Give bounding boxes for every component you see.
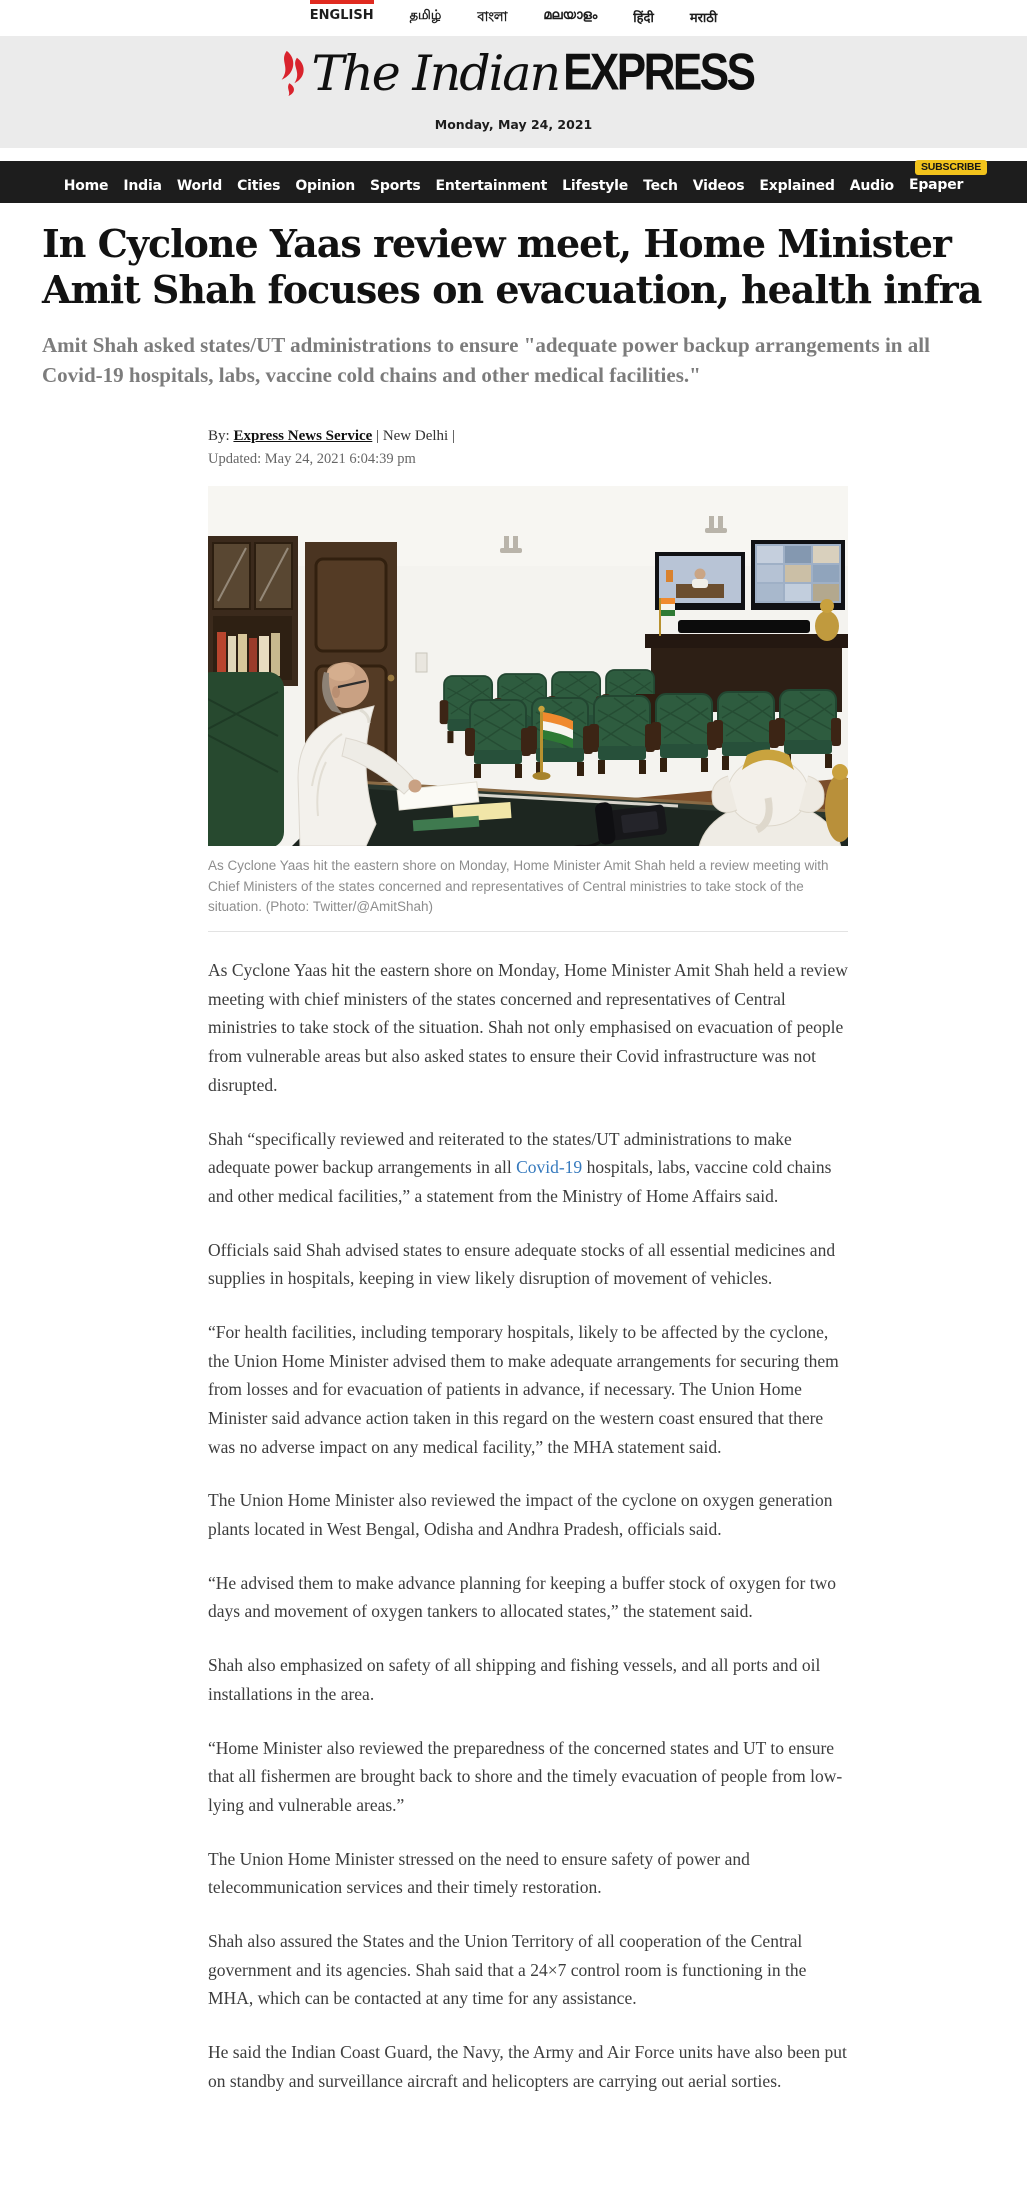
nav-item-tech[interactable]: Tech — [643, 178, 678, 194]
lang-malayalam[interactable]: മലയാളം — [543, 8, 598, 23]
article-body — [208, 956, 848, 2095]
byline-by-label: By: — [208, 427, 234, 444]
article-paragraph: Shah also emphasized on safety of all shipping and fishing vessels, and all ports and oil installations in the area. — [208, 1655, 821, 1704]
article-paragraph — [208, 1125, 848, 1211]
nav-item-entertainment[interactable]: Entertainment — [435, 178, 548, 194]
article-paragraph: As Cyclone Yaas hit the eastern shore on Monday, Home Minister Amit Shah held a review meeting with chief ministers of the states concerned and representatives of Central ministries to take stock of the situation. Shah not only emphasised on evacuation of people from vulnerable areas but also asked states to ensure their Covid infrastructure was not disrupted. — [208, 960, 848, 1095]
nav-item-sports[interactable]: Sports — [370, 178, 421, 194]
nav-item-home[interactable]: Home — [63, 178, 109, 194]
article-column — [208, 425, 848, 2096]
nav-item-cities[interactable]: Cities — [237, 178, 281, 194]
main-nav — [0, 161, 1027, 203]
byline-location: | New Delhi | — [372, 427, 455, 444]
lang-bengali[interactable]: বাংলা — [477, 10, 508, 25]
article-paragraph: “He advised them to make advance planning for keeping a buffer stock of oxygen for two days and movement of oxygen tankers to allocated states,” the statement said. — [208, 1572, 837, 1622]
language-bar — [0, 0, 1027, 36]
article-figure — [208, 486, 848, 917]
page-title: In Cyclone Yaas review meet, Home Minister Amit Shah focuses on evacuation, health infra — [42, 221, 982, 313]
article-paragraph: He said the Indian Coast Guard, the Navy, the Army and Air Force units have also been put on standby and surveillance aircraft and helicopters are carrying out aerial sorties. — [208, 2042, 847, 2091]
nav-item-lifestyle[interactable]: Lifestyle — [562, 178, 629, 194]
nav-item-india[interactable]: India — [123, 178, 162, 194]
byline-author-link[interactable]: Express News Service — [233, 427, 373, 444]
logo-caps-text: EXPRESS — [563, 43, 754, 102]
covid-19-link[interactable]: Covid-19 — [516, 1157, 583, 1178]
nav-item-videos[interactable]: Videos — [692, 178, 745, 194]
lang-marathi[interactable]: मराठी — [689, 11, 718, 26]
article-paragraph: The Union Home Minister stressed on the need to ensure safety of power and telecommunication services and their timely restoration. — [208, 1848, 750, 1898]
masthead — [0, 36, 1027, 148]
byline-updated: Updated: May 24, 2021 6:04:39 pm — [208, 450, 416, 467]
indian-express-logo[interactable] — [274, 43, 754, 102]
nav-item-explained[interactable]: Explained — [759, 178, 835, 194]
nav-item-epaper[interactable]: Epaper — [908, 177, 964, 193]
nav-item-world[interactable]: World — [176, 178, 223, 194]
article-paragraph: The Union Home Minister also reviewed the impact of the cyclone on oxygen generation plants located in West Bengal, Odisha and Andhra Pradesh, officials said. — [208, 1490, 833, 1540]
article-subheadline: Amit Shah asked states/UT administrations to ensure "adequate power backup arrangements in all Covid-19 hospitals, labs, vaccine cold chains and other medical facilities." — [42, 332, 930, 388]
article-paragraph: Shah also assured the States and the Union Territory of all cooperation of the Central government and its agencies. Shah said that a 24×7 control room is functioning in the MHA, which can be contacted at any time for any assistance. — [208, 1930, 807, 2009]
byline — [208, 425, 848, 471]
paragraph-text: hospitals, labs, vaccine cold chains and other medical facilities,” a statement from the Ministry of Home Affairs said. — [208, 1157, 832, 1206]
subscribe-badge[interactable]: SUBSCRIBE — [915, 160, 987, 175]
article-paragraph: “For health facilities, including temporary hospitals, likely to be affected by the cyclone, the Union Home Minister advised them to make adequate arrangements for securing them from losses and for evacuation of patients in advance, if necessary. The Union Home Minister said advance action taken in this regard on the western coast ensured that there was no adverse impact on any medical facility,” the MHA statement said. — [208, 1321, 839, 1457]
article-paragraph: “Home Minister also reviewed the preparedness of the concerned states and UT to ensure that all fishermen are brought back to shore and the timely evacuation of people from low-lying and vulnerable areas.” — [208, 1737, 843, 1815]
article-container — [42, 221, 985, 2095]
lang-english[interactable]: ENGLISH — [310, 0, 374, 29]
flame-icon — [274, 48, 308, 98]
masthead-date: Monday, May 24, 2021 — [434, 117, 593, 132]
logo-script-text: The Indian — [311, 44, 560, 102]
paragraph-text: Shah “specifically reviewed and reiterated to the states/UT administrations to make adequate power backup arrangements in all — [208, 1128, 792, 1178]
lang-tamil[interactable]: தமிழ் — [409, 8, 442, 23]
article-paragraph: Officials said Shah advised states to ensure adequate stocks of all essential medicines and supplies in hospitals, keeping in view likely disruption of movement of vehicles. — [208, 1239, 836, 1289]
photo-caption: As Cyclone Yaas hit the eastern shore on Monday, Home Minister Amit Shah held a review meeting with Chief Ministers of the states concerned and representatives of Central ministries to take stock of the situation. (Photo: Twitter/@AmitShah) — [208, 858, 829, 914]
nav-item-opinion[interactable]: Opinion — [295, 178, 355, 194]
caption-divider — [208, 931, 848, 932]
article-photo — [208, 486, 848, 846]
nav-item-audio[interactable]: Audio — [849, 178, 894, 194]
lang-hindi[interactable]: हिंदी — [633, 11, 654, 26]
